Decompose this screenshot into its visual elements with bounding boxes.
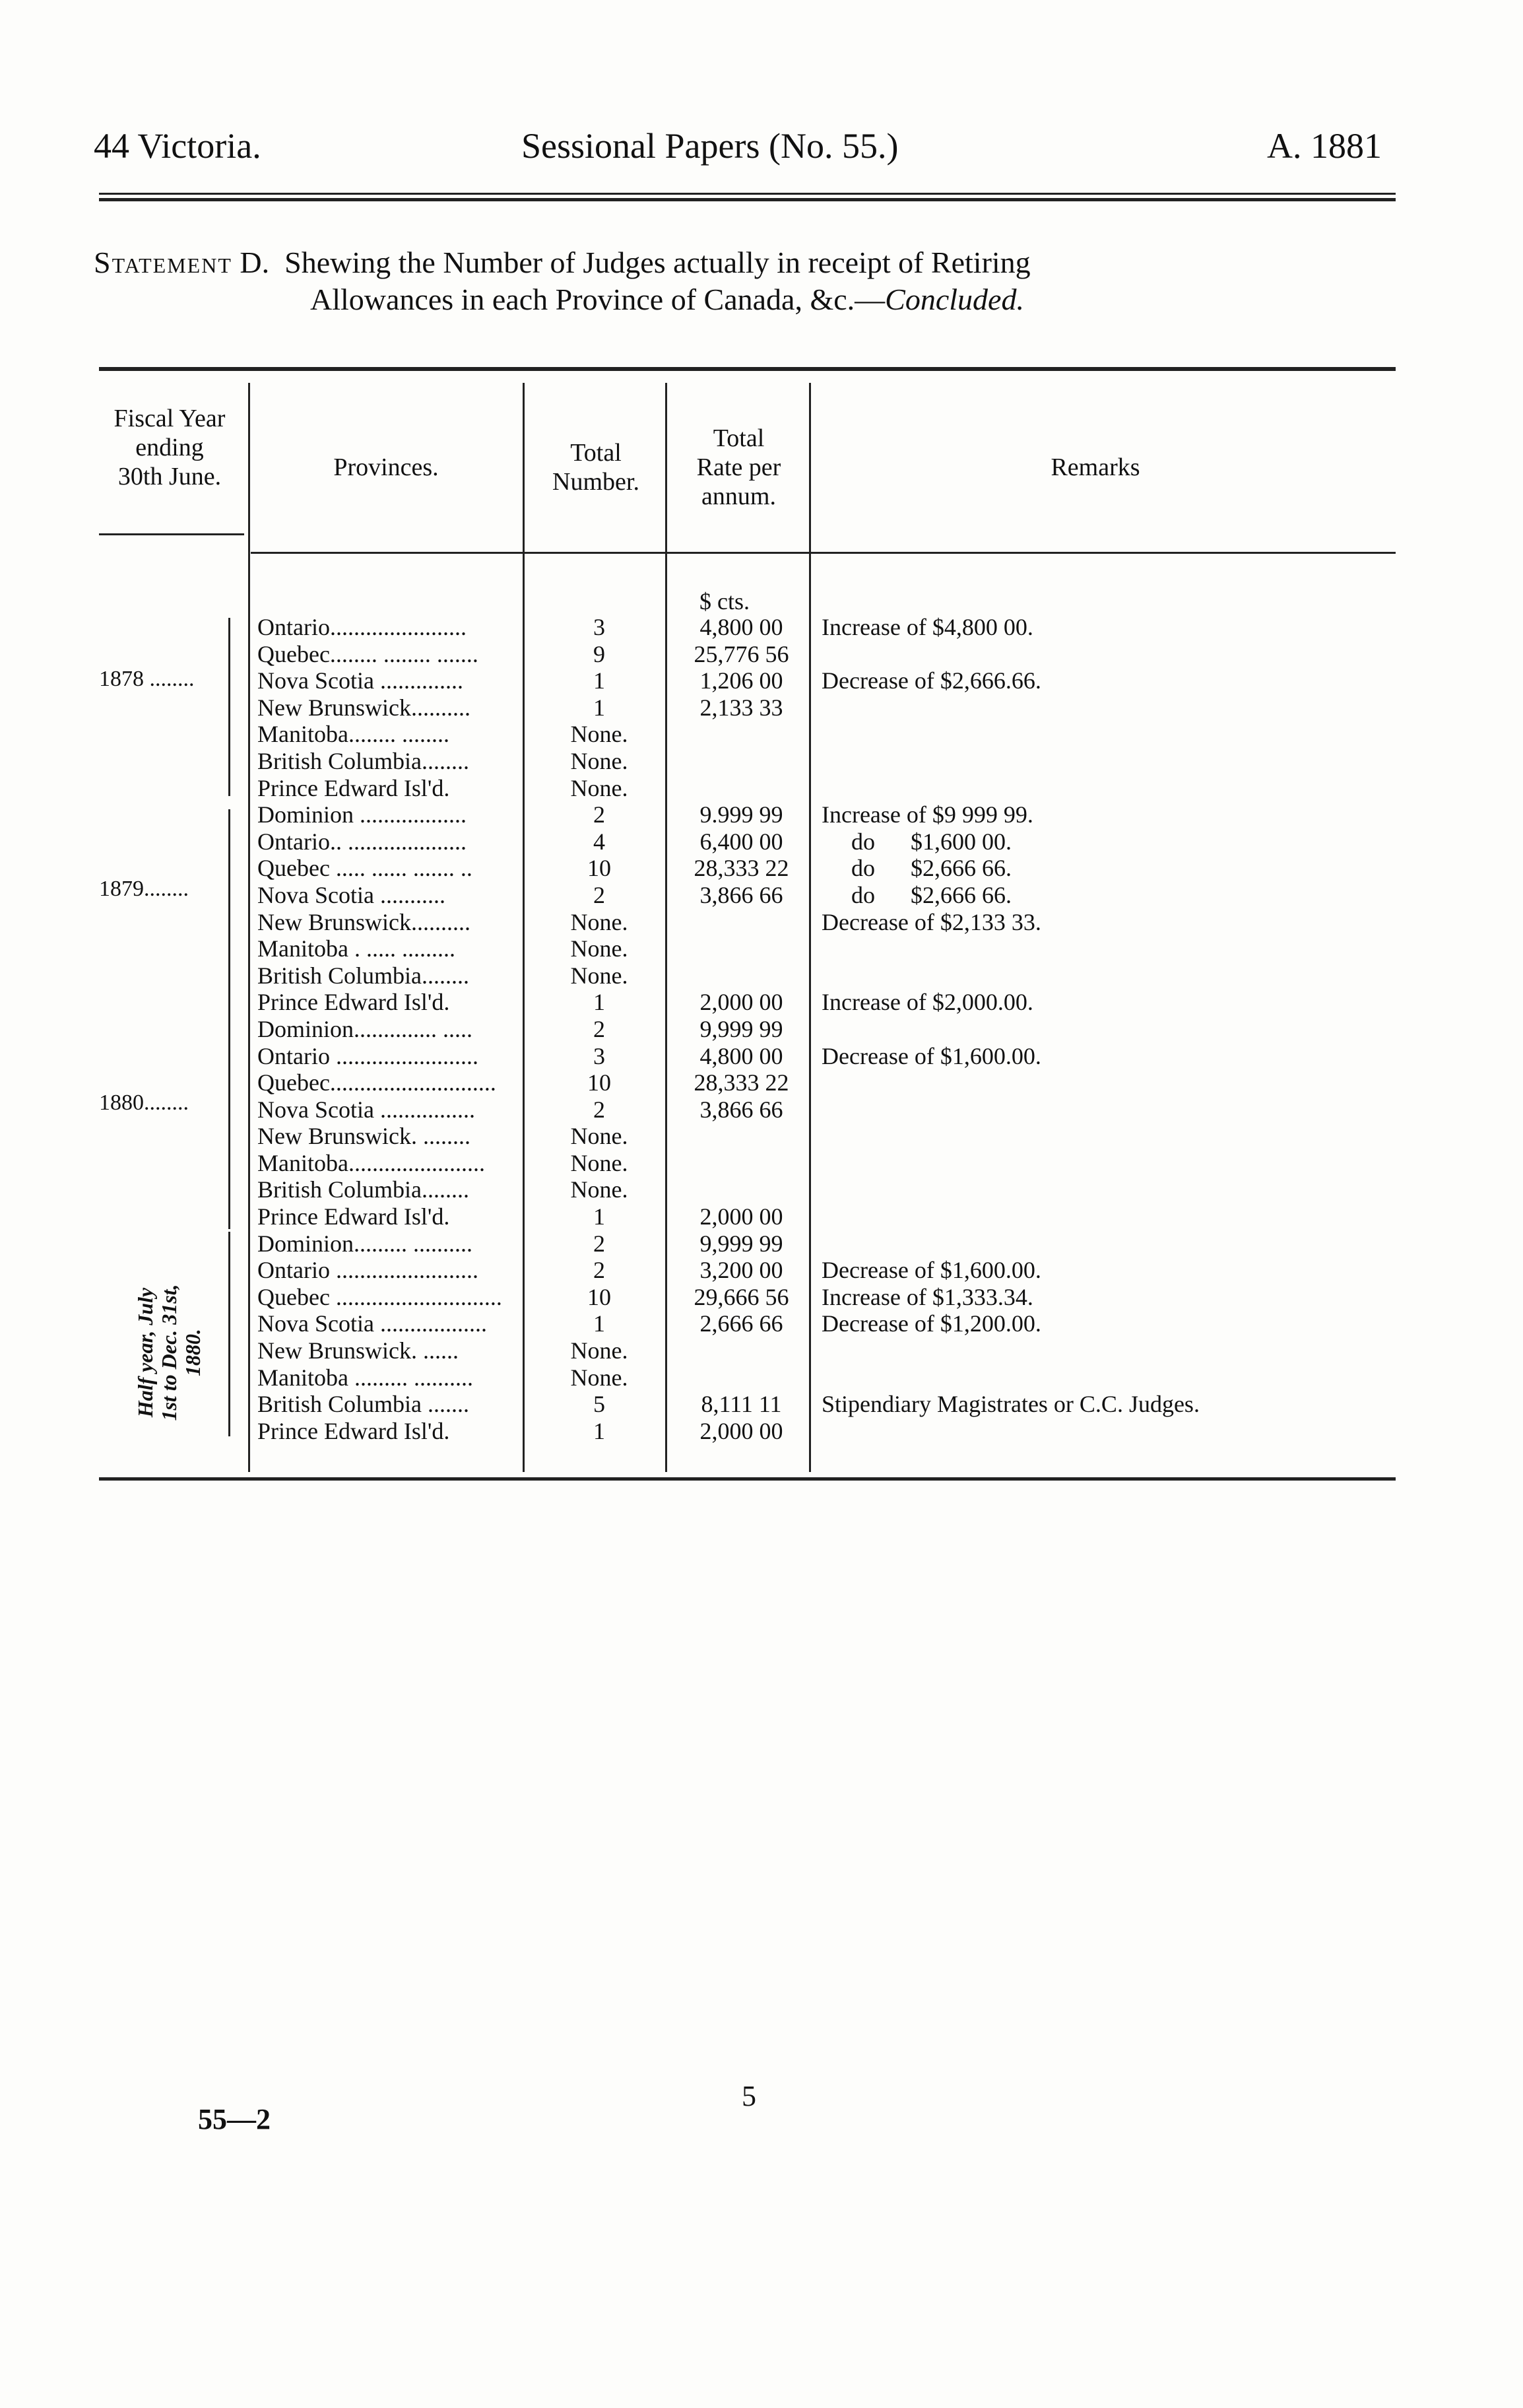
remarks-cell: do $2,666 66. <box>822 881 1012 908</box>
remarks-cell <box>812 1418 1415 1445</box>
province-cell: Quebec............................ <box>257 1069 496 1096</box>
total-number-cell: None. <box>570 747 628 774</box>
table-row <box>252 1337 1415 1364</box>
col-header-total-rate <box>668 424 810 511</box>
table-row <box>252 1203 1415 1230</box>
total-rate-cell: 8,111 11 <box>701 1391 782 1418</box>
table-row <box>252 855 1415 882</box>
total-rate-cell: 6,400 00 <box>699 828 783 855</box>
col-header-fiscal-year <box>94 404 245 491</box>
table-row <box>252 1391 1415 1418</box>
province-cell: Ontario ........................ <box>257 1042 478 1069</box>
total-rate-cell: 9,999 99 <box>699 1015 783 1042</box>
remarks-cell: Decrease of $1,200.00. <box>822 1310 1041 1337</box>
province-cell: Manitoba........ ........ <box>257 721 449 748</box>
total-number-cell: 1 <box>593 667 605 694</box>
remarks-cell <box>812 1016 1415 1043</box>
remarks-cell: Decrease of $1,600.00. <box>822 1257 1041 1284</box>
total-number-cell: 5 <box>593 1391 605 1418</box>
province-cell: New Brunswick. ...... <box>257 1337 459 1364</box>
total-rate-cell: 28,333 22 <box>694 855 789 882</box>
total-rate-cell: 2,666 66 <box>699 1310 783 1337</box>
total-rate-cell <box>670 721 812 748</box>
total-number-cell: 3 <box>593 1042 605 1069</box>
remarks-cell <box>812 1337 1415 1364</box>
col-header-total-rate-l1: Total <box>713 424 765 452</box>
table-row <box>252 641 1415 668</box>
table-row <box>252 694 1415 721</box>
total-rate-cell: 2,133 33 <box>699 694 783 721</box>
judges-table <box>252 614 1415 1444</box>
province-cell: Manitoba . ..... ......... <box>257 935 455 962</box>
col-header-total-rate-l3: annum. <box>701 483 776 510</box>
total-number-cell: 2 <box>593 1257 605 1284</box>
col-header-total-number <box>525 438 667 496</box>
total-number-cell: 1 <box>593 989 605 1016</box>
province-cell: Manitoba ......... .......... <box>257 1364 473 1391</box>
total-number-cell: 2 <box>593 1230 605 1257</box>
table-row <box>252 1150 1415 1177</box>
province-cell: Quebec ............................ <box>257 1283 502 1310</box>
period-half-year-l1: Half year, July <box>133 1287 157 1418</box>
col-header-fiscal-year-l3: 30th June. <box>117 463 222 490</box>
total-rate-cell <box>670 962 812 989</box>
col-header-total-rate-l2: Rate per <box>696 453 781 481</box>
total-number-cell: 9 <box>593 640 605 667</box>
remarks-cell <box>812 694 1415 721</box>
period-half-year-1880 <box>129 1224 209 1449</box>
remarks-cell: do $2,666 66. <box>822 855 1012 882</box>
total-rate-cell: 2,000 00 <box>699 989 783 1016</box>
total-number-cell: 10 <box>587 1069 611 1096</box>
col-header-fiscal-year-l2: ending <box>135 434 204 461</box>
province-cell: Prince Edward Isl'd. <box>257 1203 450 1230</box>
total-rate-cell <box>670 909 812 936</box>
total-number-cell: 1 <box>593 1310 605 1337</box>
province-cell: British Columbia........ <box>257 747 470 774</box>
total-number-cell: 2 <box>593 881 605 908</box>
total-number-cell: 10 <box>587 1283 611 1310</box>
total-number-cell: None. <box>570 1176 628 1203</box>
total-rate-cell: 4,800 00 <box>699 614 783 640</box>
total-number-cell: None. <box>570 774 628 801</box>
province-cell: Dominion.............. ..... <box>257 1015 473 1042</box>
province-cell: Nova Scotia ........... <box>257 881 445 908</box>
period-1878: 1878 ........ <box>99 667 195 691</box>
total-rate-cell: 3,866 66 <box>699 1096 783 1123</box>
period-half-year-l2: 1st to Dec. 31st, <box>157 1284 181 1421</box>
total-rate-cell <box>670 935 812 962</box>
total-number-cell: None. <box>570 962 628 989</box>
total-rate-cell: 25,776 56 <box>694 640 789 667</box>
table-row <box>252 1230 1415 1257</box>
table-row <box>252 989 1415 1016</box>
province-cell: British Columbia........ <box>257 962 470 989</box>
remarks-cell: Decrease of $2,666.66. <box>822 667 1041 694</box>
province-cell: Quebec ..... ...... ....... .. <box>257 855 472 882</box>
total-rate-cell: 9,999 99 <box>699 1230 783 1257</box>
running-header-left: 44 Victoria. <box>94 126 261 166</box>
remarks-cell <box>812 1096 1415 1123</box>
province-cell: New Brunswick.......... <box>257 694 470 721</box>
remarks-cell <box>812 721 1415 748</box>
total-rate-cell <box>670 1176 812 1203</box>
table-row <box>252 1096 1415 1123</box>
table-row <box>252 1310 1415 1337</box>
running-header-right: A. 1881 <box>1267 126 1382 166</box>
table-row <box>252 909 1415 936</box>
remarks-cell <box>812 962 1415 989</box>
table-row <box>252 1016 1415 1043</box>
total-number-cell: 4 <box>593 828 605 855</box>
total-rate-cell: 29,666 56 <box>694 1283 789 1310</box>
table-row <box>252 882 1415 909</box>
total-rate-cell <box>670 775 812 802</box>
remarks-cell: Increase of $4,800 00. <box>822 614 1033 640</box>
total-rate-cell: 9.999 99 <box>699 801 783 828</box>
table-row <box>252 935 1415 962</box>
footer-sheet-mark: 55—2 <box>198 2103 271 2135</box>
brace-1878 <box>228 618 238 796</box>
remarks-cell <box>812 1150 1415 1177</box>
total-number-cell: 3 <box>593 614 605 640</box>
header-rule-thin <box>99 193 1396 195</box>
total-rate-cell <box>670 1123 812 1150</box>
remarks-cell <box>812 641 1415 668</box>
header-rule-thick <box>99 198 1396 201</box>
province-cell: Nova Scotia ................ <box>257 1096 475 1123</box>
province-cell: New Brunswick.......... <box>257 908 470 935</box>
statement-text-line1: Shewing the Number of Judges actually in receipt of Retiring <box>284 246 1031 279</box>
province-cell: Prince Edward Isl'd. <box>257 989 450 1016</box>
table-bottom-rule <box>99 1477 1396 1481</box>
table-row <box>252 1176 1415 1203</box>
statement-text-line2: Allowances in each Province of Canada, &c.— <box>310 283 886 316</box>
table-row <box>252 775 1415 802</box>
remarks-cell <box>812 1364 1415 1391</box>
province-cell: Dominion .................. <box>257 801 467 828</box>
table-row <box>252 1043 1415 1070</box>
total-rate-cell: 3,200 00 <box>699 1257 783 1284</box>
total-number-cell: 10 <box>587 855 611 882</box>
total-rate-cell: 3,866 66 <box>699 881 783 908</box>
remarks-cell <box>812 1123 1415 1150</box>
col-header-provinces: Provinces. <box>333 453 439 481</box>
total-rate-cell: 2,000 00 <box>699 1203 783 1230</box>
province-cell: New Brunswick. ........ <box>257 1123 470 1150</box>
total-number-cell: None. <box>570 1149 628 1176</box>
currency-units: $ cts. <box>699 588 750 615</box>
col-header-remarks: Remarks <box>1051 453 1140 481</box>
table-row <box>252 1364 1415 1391</box>
remarks-cell <box>812 1203 1415 1230</box>
province-cell: Dominion......... .......... <box>257 1230 473 1257</box>
brace-1880 <box>228 1024 238 1229</box>
table-row <box>252 748 1415 775</box>
province-cell: Nova Scotia .................. <box>257 1310 487 1337</box>
remarks-cell: Increase of $1,333.34. <box>822 1283 1033 1310</box>
province-cell: British Columbia ....... <box>257 1391 470 1418</box>
remarks-cell: Increase of $2,000.00. <box>822 989 1033 1016</box>
brace-1879 <box>228 809 238 1027</box>
remarks-cell <box>812 935 1415 962</box>
province-cell: Ontario....................... <box>257 614 467 640</box>
province-cell: Prince Edward Isl'd. <box>257 774 450 801</box>
province-cell: Manitoba....................... <box>257 1149 485 1176</box>
total-number-cell: 1 <box>593 1417 605 1444</box>
total-number-cell: None. <box>570 721 628 748</box>
brace-half-year <box>228 1232 238 1436</box>
col-header-total-number-l2: Number. <box>552 468 639 496</box>
remarks-cell: Increase of $9 999 99. <box>822 801 1033 828</box>
table-row <box>252 1069 1415 1096</box>
province-cell: Quebec........ ........ ....... <box>257 640 478 667</box>
total-number-cell: 2 <box>593 1096 605 1123</box>
remarks-cell <box>812 775 1415 802</box>
total-number-cell: 2 <box>593 1015 605 1042</box>
total-rate-cell: 4,800 00 <box>699 1042 783 1069</box>
total-number-cell: 1 <box>593 694 605 721</box>
total-number-cell: None. <box>570 1364 628 1391</box>
table-row <box>252 614 1415 641</box>
col-header-total-number-l1: Total <box>570 439 622 467</box>
province-cell: Nova Scotia .............. <box>257 667 463 694</box>
table-row <box>252 801 1415 828</box>
remarks-cell: Decrease of $1,600.00. <box>822 1042 1041 1069</box>
province-cell: Ontario ........................ <box>257 1257 478 1284</box>
table-top-rule <box>99 367 1396 371</box>
remarks-cell <box>812 1176 1415 1203</box>
remarks-cell <box>812 748 1415 775</box>
col-header-fiscal-year-l1: Fiscal Year <box>113 405 226 432</box>
fiscal-header-underline <box>99 533 244 535</box>
table-row <box>252 1284 1415 1311</box>
total-number-cell: None. <box>570 1123 628 1150</box>
total-number-cell: None. <box>570 1337 628 1364</box>
table-row <box>252 1123 1415 1150</box>
total-rate-cell <box>670 1364 812 1391</box>
table-row <box>252 721 1415 748</box>
table-row <box>252 667 1415 694</box>
header-underline <box>251 552 1396 554</box>
province-cell: Prince Edward Isl'd. <box>257 1417 450 1444</box>
total-rate-cell <box>670 1150 812 1177</box>
remarks-cell: do $1,600 00. <box>822 828 1012 855</box>
total-number-cell: 2 <box>593 801 605 828</box>
remarks-cell: Stipendiary Magistrates or C.C. Judges. <box>822 1391 1200 1418</box>
statement-letter: D. <box>240 246 270 279</box>
remarks-cell: Decrease of $2,133 33. <box>822 908 1041 935</box>
total-rate-cell <box>670 1337 812 1364</box>
province-cell: British Columbia........ <box>257 1176 470 1203</box>
statement-lead: Statement <box>94 246 232 279</box>
total-rate-cell: 1,206 00 <box>699 667 783 694</box>
province-cell: Ontario.. .................... <box>257 828 467 855</box>
total-rate-cell: 2,000 00 <box>699 1417 783 1444</box>
running-header-center: Sessional Papers (No. 55.) <box>521 126 899 166</box>
statement-title <box>94 244 1031 281</box>
total-number-cell: None. <box>570 908 628 935</box>
statement-concluded: Concluded. <box>885 283 1024 316</box>
total-rate-cell: 28,333 22 <box>694 1069 789 1096</box>
period-1879: 1879........ <box>99 877 189 901</box>
period-1880: 1880........ <box>99 1090 189 1115</box>
remarks-cell <box>812 1230 1415 1257</box>
table-row <box>252 1257 1415 1284</box>
statement-title-line2 <box>310 281 1024 318</box>
column-divider-fiscal <box>248 383 250 1472</box>
total-number-cell: None. <box>570 935 628 962</box>
page-number: 5 <box>742 2080 756 2112</box>
period-half-year-l3: 1880. <box>181 1329 205 1376</box>
table-row <box>252 962 1415 989</box>
table-row <box>252 1418 1415 1445</box>
table-row <box>252 828 1415 855</box>
total-number-cell: 1 <box>593 1203 605 1230</box>
total-rate-cell <box>670 748 812 775</box>
remarks-cell <box>812 1069 1415 1096</box>
